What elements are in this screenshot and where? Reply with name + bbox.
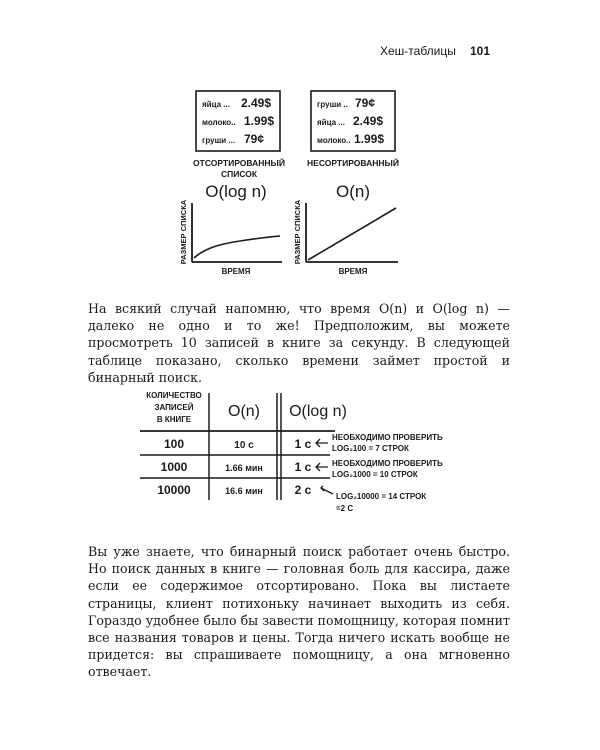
arrow-1 bbox=[316, 439, 328, 447]
paragraph-2: Вы уже знаете, что бинарный поиск работает очень быстро. Но поиск данных в книге — головная боль для кассира, даже если ее содержимое отсортировано. Пока вы листаете страницы, клиент потихоньку начинает выходить из себя. Гораздо удобнее было бы завести помощницу, которая помнит все названия товаров и цены. Тогда ничего искать вообще не придется: вы спрашиваете помощницу, а она мгновенно отвечает. bbox=[88, 544, 510, 680]
unsorted-graph-y-label: РАЗМЕР СПИСКА bbox=[293, 199, 302, 265]
sorted-caption-line2: СПИСОК bbox=[220, 169, 258, 179]
table-col-on: O(n) bbox=[228, 403, 260, 420]
page-number: 101 bbox=[470, 44, 491, 58]
unsorted-item-1-name: яйца ... bbox=[317, 118, 345, 127]
note-2-line2: LOG₂1000 = 10 СТРОК bbox=[332, 470, 418, 479]
arrow-3 bbox=[321, 486, 333, 494]
row-0-on: 10 с bbox=[234, 440, 254, 451]
sorted-item-1-price: 1.99$ bbox=[244, 114, 275, 128]
sorted-graph-x-label: ВРЕМЯ bbox=[221, 267, 251, 276]
unsorted-caption: НЕСОРТИРОВАННЫЙ bbox=[307, 158, 399, 168]
note-1-line2: LOG₂100 = 7 СТРОК bbox=[332, 444, 409, 453]
sorted-caption-line1: ОТСОРТИРОВАННЫЙ bbox=[193, 158, 285, 168]
note-3-line1: LOG₂10000 = 14 СТРОК bbox=[336, 492, 427, 501]
row-1-log: 1 с bbox=[294, 460, 312, 474]
unsorted-graph bbox=[293, 199, 398, 276]
linear-line bbox=[308, 208, 396, 260]
sorted-item-0-name: яйца ... bbox=[202, 100, 230, 109]
paragraph-1: На всякий случай напомню, что время O(n) и O(log n) — далеко не одно и то же! Предположим, вы можете просмотреть 10 записей в книге за секунду. В следующей таблице показано, сколько времени займет простой и бинарный поиск. bbox=[88, 301, 510, 385]
row-0-log: 1 с bbox=[294, 437, 312, 451]
unsorted-item-0-name: груши .. bbox=[317, 100, 348, 109]
sorted-complexity: O(log n) bbox=[205, 182, 267, 201]
note-2-line1: НЕОБХОДИМО ПРОВЕРИТЬ bbox=[332, 459, 443, 468]
row-0-n: 100 bbox=[163, 437, 185, 451]
unsorted-item-2-name: молоко.. bbox=[317, 136, 351, 145]
row-2-log: 2 с bbox=[294, 483, 312, 497]
unsorted-item-0-price: 79¢ bbox=[355, 96, 376, 110]
note-1-line1: НЕОБХОДИМО ПРОВЕРИТЬ bbox=[332, 433, 443, 442]
unsorted-item-2-price: 1.99$ bbox=[354, 132, 385, 146]
section-title: Хеш-таблицы bbox=[380, 44, 456, 58]
unsorted-complexity: O(n) bbox=[336, 182, 370, 201]
note-3-line2: =2 С bbox=[336, 504, 354, 513]
table-header-line2: ЗАПИСЕЙ bbox=[154, 403, 194, 412]
row-2-on: 16.6 мин bbox=[225, 486, 263, 496]
sorted-item-2-price: 79¢ bbox=[244, 132, 265, 146]
row-2-n: 10000 bbox=[157, 483, 191, 497]
sorted-vs-unsorted-figure bbox=[0, 0, 600, 300]
log-curve bbox=[194, 236, 280, 258]
sorted-graph-y-label: РАЗМЕР СПИСКА bbox=[179, 199, 188, 265]
sorted-graph bbox=[179, 199, 282, 276]
row-1-n: 1000 bbox=[160, 460, 188, 474]
table-header-line1: КОЛИЧЕСТВО bbox=[146, 391, 202, 400]
sorted-item-0-price: 2.49$ bbox=[241, 96, 272, 110]
unsorted-graph-x-label: ВРЕМЯ bbox=[338, 267, 368, 276]
sorted-item-1-name: молоко.. bbox=[202, 118, 236, 127]
sorted-item-2-name: груши ... bbox=[202, 136, 236, 145]
table-col-log: O(log n) bbox=[289, 403, 347, 420]
unsorted-item-1-price: 2.49$ bbox=[353, 114, 384, 128]
table-header-line3: В КНИГЕ bbox=[156, 415, 192, 424]
row-1-on: 1.66 мин bbox=[225, 463, 263, 473]
arrow-2 bbox=[316, 463, 328, 471]
